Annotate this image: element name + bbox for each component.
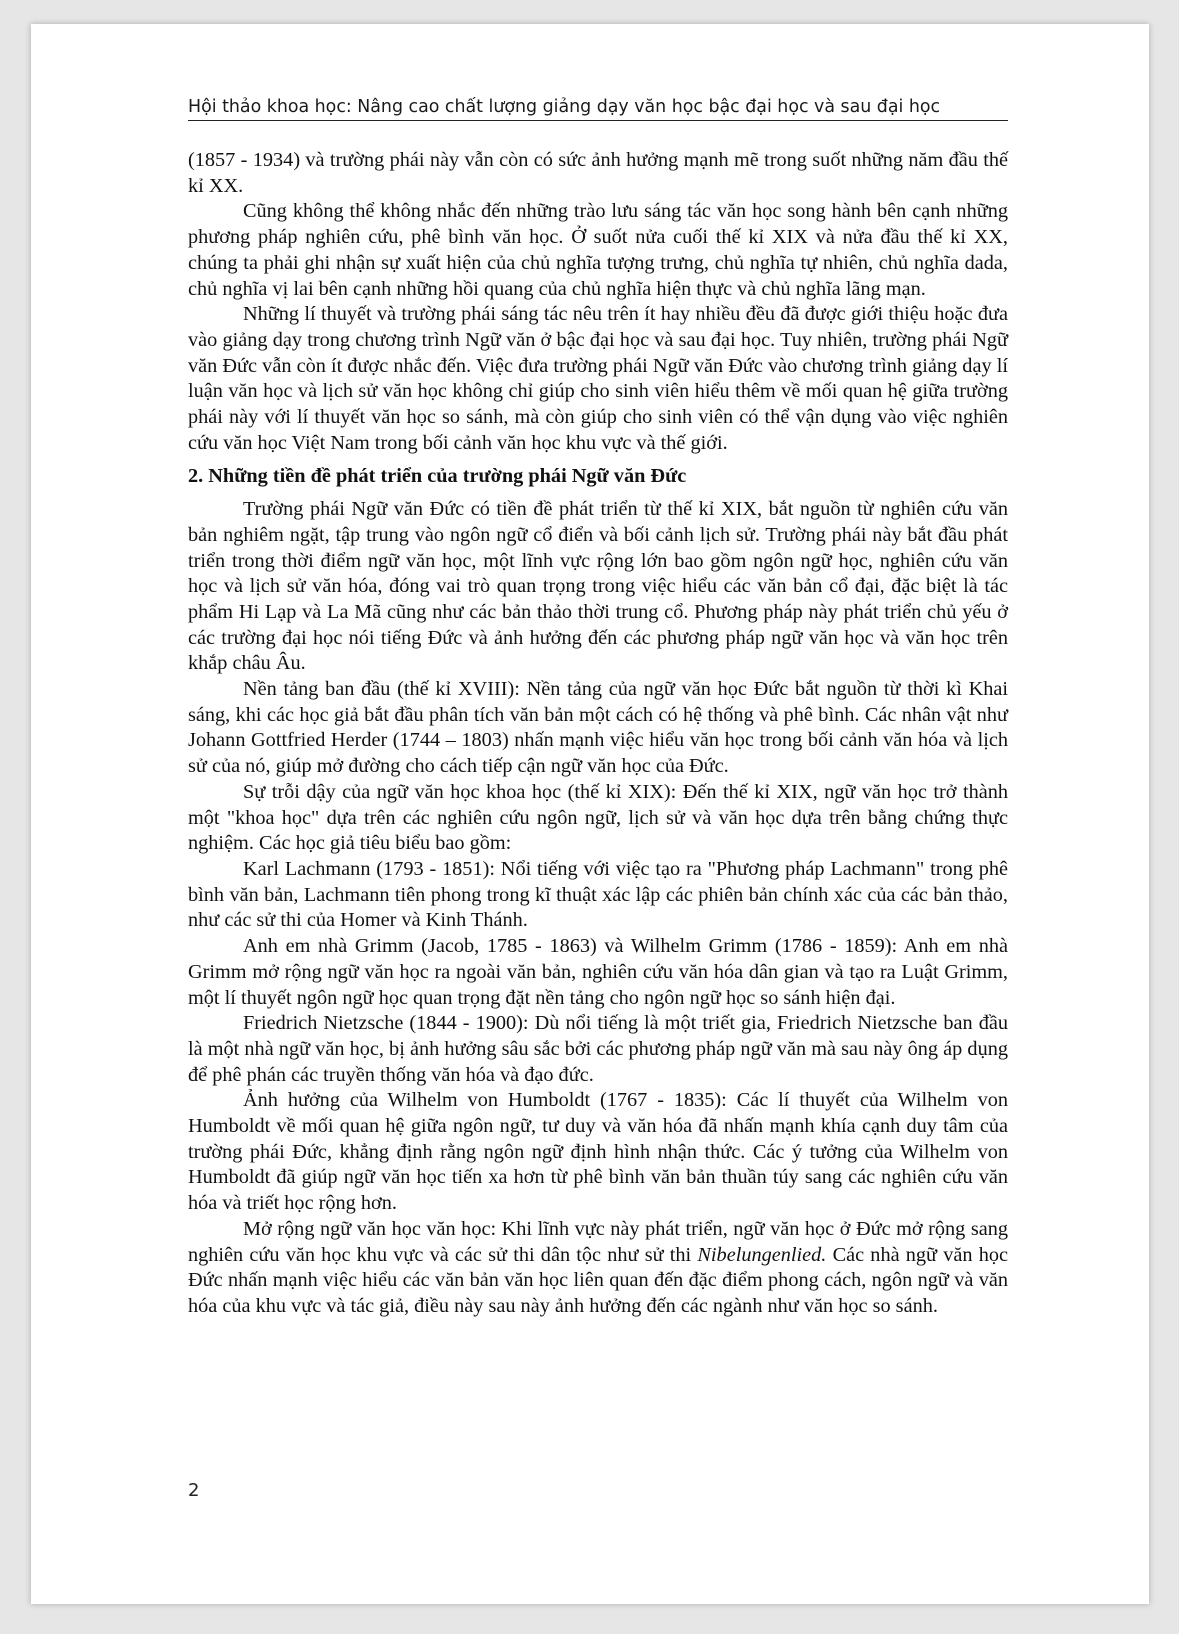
- document-page: [31, 24, 1149, 1604]
- paragraph-7: Karl Lachmann (1793 - 1851): Nổi tiếng với việc tạo ra "Phương pháp Lachmann" trong phê bình văn bản, Lachmann tiên phong trong kĩ thuật xác lập các phiên bản chính xác của các bản thảo, như các sử thi của Homer và Kinh Thánh.: [188, 857, 1008, 932]
- paragraph-11: [188, 1217, 1008, 1320]
- paragraph-2: Cũng không thể không nhắc đến những trào lưu sáng tác văn học song hành bên cạnh những phương pháp nghiên cứu, phê bình văn học. Ở suốt nửa cuối thế kỉ XIX và nửa đầu thế kỉ XX, chúng ta phải ghi nhận sự xuất hiện của chủ nghĩa tượng trưng, chủ nghĩa tự nhiên, chủ nghĩa dada, chủ nghĩa vị lai bên cạnh những hồi quang của chủ nghĩa hiện thực và chủ nghĩa lãng mạn.: [188, 200, 1008, 300]
- running-header: Hội thảo khoa học: Nâng cao chất lượng giảng dạy văn học bậc đại học và sau đại học: [188, 97, 941, 117]
- paragraph-11-text-end: Các nhà ngữ văn học Đức nhấn mạnh việc hiểu các văn bản văn học liên quan đến đặc điểm phong cách, ngôn ngữ và văn hóa của khu vực và tác giả, điều này sau này ảnh hưởng đến các ngành như văn học so sánh.: [188, 1243, 1008, 1317]
- section-heading: 2. Những tiền đề phát triển của trường phái Ngữ văn Đức: [188, 465, 687, 488]
- paragraph-6: Sự trỗi dậy của ngữ văn học khoa học (thế kỉ XIX): Đến thế kỉ XIX, ngữ văn học trở thành một "khoa học" dựa trên các nghiên cứu ngôn ngữ, lịch sử và văn học dựa trên bằng chứng thực nghiệm. Các học giả tiêu biểu bao gồm:: [188, 780, 1008, 855]
- paragraph-1: (1857 - 1934) và trường phái này vẫn còn có sức ảnh hưởng mạnh mẽ trong suốt những năm đầu thế kỉ XX.: [188, 149, 1008, 197]
- header-rule: [188, 120, 1008, 121]
- epic-title: Nibelungenlied.: [697, 1243, 827, 1266]
- paragraph-9: Friedrich Nietzsche (1844 - 1900): Dù nổi tiếng là một triết gia, Friedrich Nietzsche ban đầu là một nhà ngữ văn học, bị ảnh hưởng sâu sắc bởi các phương pháp ngữ văn mà sau này ông áp dụng để phê phán các truyền thống văn hóa và đạo đức.: [188, 1012, 1008, 1086]
- document-body: [188, 148, 1008, 1320]
- paragraph-11-text-start: Mở rộng ngữ văn học văn học: Khi lĩnh vực này phát triển, ngữ văn học ở Đức mở rộng sang nghiên cứu văn học khu vực và các sử thi dân tộc như sử thi: [188, 1217, 1008, 1266]
- paragraph-3: Những lí thuyết và trường phái sáng tác nêu trên ít hay nhiều đều đã được giới thiệu hoặc đưa vào giảng dạy trong chương trình Ngữ văn ở bậc đại học và sau đại học. Tuy nhiên, trường phái Ngữ văn Đức vẫn còn ít được nhắc đến. Việc đưa trường phái Ngữ văn Đức vào chương trình giảng dạy lí luận văn học và lịch sử văn học không chỉ giúp cho sinh viên hiểu thêm về mối quan hệ giữa trường phái này với lí thuyết văn học so sánh, mà còn giúp cho sinh viên có thể vận dụng vào việc nghiên cứu văn học Việt Nam trong bối cảnh văn học khu vực và thế giới.: [188, 303, 1008, 454]
- paragraph-8: Anh em nhà Grimm (Jacob, 1785 - 1863) và Wilhelm Grimm (1786 - 1859): Anh em nhà Grimm mở rộng ngữ văn học ra ngoài văn bản, nghiên cứu văn hóa dân gian và tạo ra Luật Grimm, một lí thuyết ngôn ngữ học quan trọng đặt nền tảng cho ngôn ngữ học so sánh hiện đại.: [188, 935, 1008, 1009]
- paragraph-4: Trường phái Ngữ văn Đức có tiền đề phát triển từ thế kỉ XIX, bắt nguồn từ nghiên cứu văn bản nghiêm ngặt, tập trung vào ngôn ngữ cổ điển và bối cảnh lịch sử. Trường phái này bắt đầu phát triển trong thời điểm ngữ văn học, một lĩnh vực rộng lớn bao gồm ngôn ngữ học, nghiên cứu văn học và lịch sử văn hóa, đóng vai trò quan trọng trong việc hiểu các văn bản cổ đại, đặc biệt là tác phẩm Hi Lạp và La Mã cũng như các bản thảo thời trung cổ. Phương pháp này phát triển chủ yếu ở các trường đại học nói tiếng Đức và ảnh hưởng đến các phương pháp ngữ văn học và văn học trên khắp châu Âu.: [188, 498, 1008, 675]
- page-number: 2: [188, 1480, 200, 1501]
- paragraph-10: Ảnh hưởng của Wilhelm von Humboldt (1767 - 1835): Các lí thuyết của Wilhelm von Humboldt về mối quan hệ giữa ngôn ngữ, tư duy và văn hóa đã nhấn mạnh khía cạnh duy tâm của trường phái Đức, khẳng định rằng ngôn ngữ định hình nhận thức. Các ý tưởng của Wilhelm von Humboldt đã giúp ngữ văn học tiến xa hơn từ phê bình văn bản thuần túy sang các nghiên cứu văn hóa và triết học rộng hơn.: [188, 1089, 1008, 1215]
- paragraph-5: Nền tảng ban đầu (thế kỉ XVIII): Nền tảng của ngữ văn học Đức bắt nguồn từ thời kì Khai sáng, khi các học giả bắt đầu phân tích văn bản một cách có hệ thống và phê bình. Các nhân vật như Johann Gottfried Herder (1744 – 1803) nhấn mạnh việc hiểu văn học trong bối cảnh văn hóa và lịch sử của nó, giúp mở đường cho cách tiếp cận ngữ văn học của Đức.: [188, 678, 1008, 778]
